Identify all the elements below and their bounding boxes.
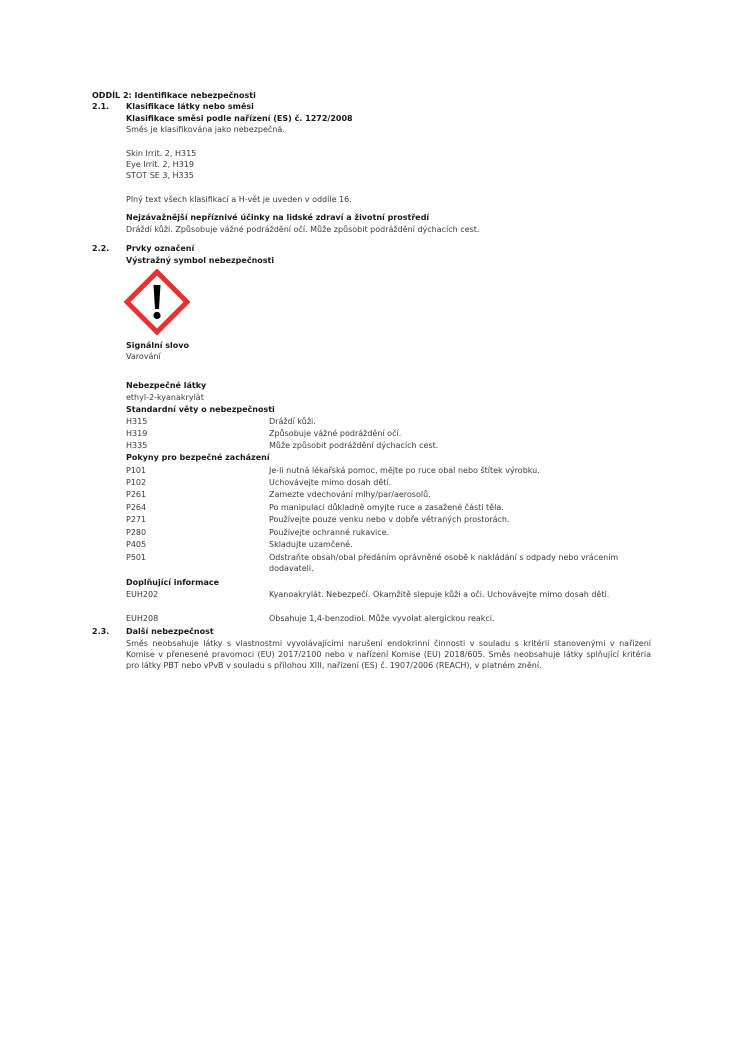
euh-code: EUH202 <box>126 590 159 599</box>
subsection-number-2-2: 2.2. <box>92 244 110 253</box>
p-code: P101 <box>126 466 147 475</box>
hazardous-substances-heading: Nebezpečné látky <box>126 381 207 390</box>
h-statements-heading: Standardní věty o nebezpečnosti <box>126 405 275 414</box>
p-code: P405 <box>126 540 147 549</box>
h-text: Způsobuje vážné podráždění očí. <box>269 429 402 438</box>
other-hazards-text: Směs neobsahuje látky s vlastnostmi vyvolávajícími narušení endokrinní činnosti v souladu s kritérii stanovenými v nařízení Komise v přenesené pravomoci (EU) 2017/2100 nebo v nařízení Komise (EU) 2018/605. Směs neobsahuje látky splňující kritéria pro látky PBT nebo vPvB v souladu s přílohou XIII, nařízení (ES) č. 1907/2006 (REACH), v platném znění. <box>126 639 651 670</box>
effects-heading: Nejzávažnější nepříznivé účinky na lidské zdraví a životní prostředí <box>126 213 430 222</box>
classification-statement: Směs je klasifikována jako nebezpečná. <box>126 125 285 134</box>
euh-text: Obsahuje 1,4-benzodiol. Může vyvolat alergickou reakci. <box>269 614 495 623</box>
h-code: H335 <box>126 441 148 450</box>
euh-code: EUH208 <box>126 614 159 623</box>
subsection-heading-2-2: Prvky označení <box>126 244 195 253</box>
euh-text: Kyanoakrylát. Nebezpečí. Okamžitě slepuje kůži a oči. Uchovávejte mimo dosah dětí. <box>269 590 610 599</box>
p-text: Skladujte uzamčené. <box>269 540 353 549</box>
signal-word-heading: Signální slovo <box>126 341 189 350</box>
p-text: Používejte pouze venku nebo v dobře větraných prostorách. <box>269 515 510 524</box>
p-code: P261 <box>126 490 147 499</box>
p-text: Uchovávejte mimo dosah dětí. <box>269 478 392 487</box>
p-code: P280 <box>126 528 147 537</box>
subsection-number-2-3: 2.3. <box>92 627 110 636</box>
h-code: H319 <box>126 429 148 438</box>
p-code: P264 <box>126 503 147 512</box>
section-title: ODDÍL 2: Identifikace nebezpečnosti <box>92 91 256 100</box>
hazardous-substance: ethyl-2-kyanakrylát <box>126 393 204 402</box>
subsection-number-2-1: 2.1. <box>92 102 110 111</box>
subsection-heading-2-3: Další nebezpečnost <box>126 627 214 636</box>
pictogram-heading: Výstražný symbol nebezpečnosti <box>126 256 275 265</box>
p-text: Zamezte vdechování mlhy/par/aerosolů. <box>269 490 431 499</box>
p-code: P271 <box>126 515 147 524</box>
p-code: P501 <box>126 553 147 562</box>
subsection-heading-2-1: Klasifikace látky nebo směsi <box>126 102 254 111</box>
p-text: Odstraňte obsah/obal předáním oprávněné osobě k nakládání s odpady nebo vrácením dodavateli. <box>269 553 619 573</box>
classification-item: Skin Irrit. 2, H315 <box>126 149 197 158</box>
p-text: Po manipulaci důkladně omyjte ruce a zasažené části těla. <box>269 503 504 512</box>
classification-item: Eye Irrit. 2, H319 <box>126 160 194 169</box>
signal-word: Varování <box>126 352 161 361</box>
classification-regulation-heading: Klasifikace směsi podle nařízení (ES) č. 1272/2008 <box>126 114 353 123</box>
classification-item: STOT SE 3, H335 <box>126 171 194 180</box>
ghs07-exclamation-mark-icon <box>124 269 190 335</box>
p-text: Je-li nutná lékařská pomoc, mějte po ruce obal nebo štítek výrobku. <box>269 466 540 475</box>
effects-text: Dráždí kůži. Způsobuje vážné podráždění očí. Může způsobit podráždění dýchacích cest. <box>126 225 480 234</box>
supplemental-info-heading: Doplňující informace <box>126 578 220 587</box>
h-text: Může způsobit podráždění dýchacích cest. <box>269 441 439 450</box>
h-text: Dráždí kůži. <box>269 417 316 426</box>
h-code: H315 <box>126 417 148 426</box>
p-text: Používejte ochranné rukavice. <box>269 528 390 537</box>
p-statements-heading: Pokyny pro bezpečné zacházení <box>126 453 270 462</box>
p-code: P102 <box>126 478 147 487</box>
fulltext-note: Plný text všech klasifikací a H-vět je uveden v oddíle 16. <box>126 195 352 204</box>
